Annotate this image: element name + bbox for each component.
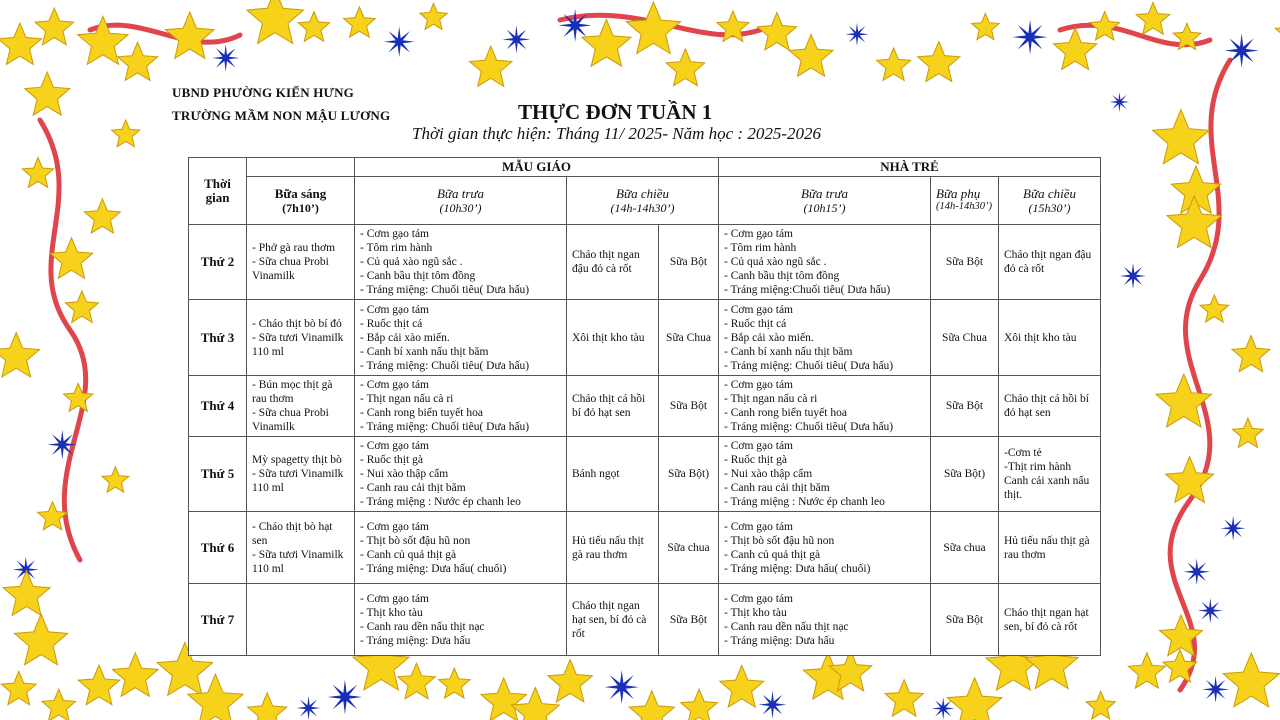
yellow-star-icon (25, 72, 70, 115)
yellow-star-icon (1053, 28, 1097, 69)
nursery-snack-cell: Sữa Bột (931, 376, 999, 437)
kindergarten-lunch-cell: - Cơm gạo tám - Ruốc thịt cá - Bắp cải xào miến. - Canh bí xanh nấu thịt băm - Tráng miệng: Chuối tiêu( Dưa hấu) (355, 300, 567, 376)
kindergarten-afternoon-dish-cell: Hủ tiếu nấu thịt gà rau thơm (567, 512, 659, 584)
table-row (189, 300, 1101, 376)
blue-star-icon (1224, 33, 1259, 68)
yellow-star-icon (22, 158, 53, 188)
yellow-star-icon (1086, 691, 1115, 719)
nursery-snack-cell: Sữa chua (931, 512, 999, 584)
blue-star-icon (1013, 20, 1048, 55)
kindergarten-afternoon-dish-cell: Bánh ngọt (567, 437, 659, 512)
breakfast-cell (247, 584, 355, 656)
yellow-star-icon (15, 614, 68, 665)
yellow-star-icon (582, 19, 631, 66)
kindergarten-lunch-cell: - Cơm gạo tám - Thịt ngan nấu cà ri - Canh rong biển tuyết hoa - Tráng miệng: Chuối tiêu( Dưa hấu) (355, 376, 567, 437)
yellow-star-icon (298, 12, 329, 42)
yellow-star-icon (681, 689, 718, 720)
blue-star-icon (1221, 516, 1246, 541)
yellow-star-icon (1275, 18, 1280, 44)
yellow-star-icon (0, 333, 40, 377)
yellow-star-icon (1090, 12, 1120, 40)
kindergarten-lunch-cell: - Cơm gạo tám - Ruốc thịt gà - Nui xào thập cẩm - Canh rau cải thịt băm - Tráng miệng : Nước ép chanh leo (355, 437, 567, 512)
yellow-star-icon (666, 49, 705, 86)
yellow-star-icon (947, 678, 1002, 720)
yellow-star-icon (1153, 110, 1210, 164)
yellow-star-icon (1128, 653, 1165, 688)
yellow-star-icon (112, 653, 158, 697)
day-label: Thứ 3 (189, 300, 247, 376)
kindergarten-afternoon-milk-cell: Sữa Bột (659, 584, 719, 656)
nursery-lunch-cell: - Cơm gạo tám - Thịt ngan nấu cà ri - Canh rong biển tuyết hoa - Tráng miệng: Chuối tiêu( Dưa hấu) (719, 376, 931, 437)
nursery-afternoon-cell: Cháo thịt ngan hạt sen, bí đỏ cà rốt (999, 584, 1101, 656)
nursery-afternoon-cell: -Cơm tẻ -Thịt rim hành Canh cải xanh nấu thịt. (999, 437, 1101, 512)
blue-star-icon (1202, 676, 1229, 703)
yellow-star-icon (885, 680, 923, 717)
kindergarten-afternoon-milk-cell: Sữa Bột (659, 376, 719, 437)
yellow-star-icon (344, 7, 376, 37)
blue-star-icon (1109, 92, 1129, 112)
yellow-star-icon (511, 688, 559, 720)
kindergarten-lunch-cell: - Cơm gạo tám - Thịt kho tàu - Canh rau dền nấu thịt nạc - Tráng miệng: Dưa hấu (355, 584, 567, 656)
yellow-star-icon (918, 42, 960, 82)
blue-star-icon (759, 691, 787, 719)
yellow-star-icon (248, 693, 287, 720)
kindergarten-afternoon-dish-cell: Cháo thịt cá hồi bí đỏ hạt sen (567, 376, 659, 437)
yellow-star-icon (420, 3, 447, 29)
yellow-star-icon (972, 14, 999, 40)
nursery-lunch-header: Bữa trưa (10h15’) (719, 177, 931, 225)
page-title: THỰC ĐƠN TUẦN 1 (518, 100, 713, 124)
breakfast-cell: Mỳ spagetty thịt bò - Sữa tươi Vinamilk 110 ml (247, 437, 355, 512)
yellow-star-icon (470, 46, 512, 86)
day-label: Thứ 2 (189, 225, 247, 300)
blue-star-icon (1184, 559, 1211, 586)
yellow-star-icon (1200, 295, 1229, 322)
yellow-star-icon (42, 689, 76, 720)
day-label: Thứ 6 (189, 512, 247, 584)
yellow-star-icon (877, 48, 911, 81)
yellow-star-icon (118, 42, 158, 80)
blue-star-icon (1120, 263, 1146, 289)
nursery-afternoon-cell: Xôi thịt kho tàu (999, 300, 1101, 376)
nursery-snack-cell: Sữa Chua (931, 300, 999, 376)
nursery-afternoon-cell: Cháo thịt ngan đậu đỏ cà rốt (999, 225, 1101, 300)
blue-star-icon (328, 680, 363, 715)
yellow-star-icon (439, 668, 470, 698)
blue-star-icon (47, 430, 77, 460)
yellow-star-icon (548, 660, 593, 702)
table-row (189, 225, 1101, 300)
time-column-header: Thời gian (189, 158, 247, 225)
nursery-lunch-cell: - Cơm gạo tám - Tôm rim hành - Củ quả xào ngũ sắc . - Canh bầu thịt tôm đồng - Tráng miệng:Chuối tiêu( Dưa hấu) (719, 225, 931, 300)
breakfast-cell: - Cháo thịt bò bí đỏ - Sữa tươi Vinamilk 110 ml (247, 300, 355, 376)
yellow-star-icon (102, 467, 129, 493)
yellow-star-icon (757, 13, 796, 50)
yellow-star-icon (64, 383, 93, 411)
blue-star-icon (1198, 598, 1223, 623)
nursery-snack-cell: Sữa Bột) (931, 437, 999, 512)
yellow-star-icon (65, 291, 98, 323)
blue-star-icon (384, 27, 415, 58)
nursery-lunch-cell: - Cơm gạo tám - Ruốc thịt cá - Bắp cải xào miến. - Canh bí xanh nấu thịt băm - Tráng miệng: Chuối tiêu( Dưa hấu) (719, 300, 931, 376)
header-row-groups (189, 158, 1101, 177)
breakfast-header: Bữa sáng (7h10’) (247, 177, 355, 225)
yellow-star-icon (629, 691, 674, 720)
ward-name: UBND PHƯỜNG KIẾN HƯNG (172, 85, 354, 100)
yellow-star-icon (166, 12, 215, 58)
yellow-star-icon (1223, 653, 1279, 707)
kindergarten-group-header: MẪU GIÁO (355, 158, 719, 177)
day-label: Thứ 4 (189, 376, 247, 437)
school-name: TRƯỜNG MẦM NON MẬU LƯƠNG (172, 108, 391, 123)
nursery-afternoon-cell: Cháo thịt cá hồi bí đỏ hạt sen (999, 376, 1101, 437)
kindergarten-afternoon-milk-cell: Sữa Bột (659, 225, 719, 300)
nursery-snack-header: Bữa phụ (14h-14h30’) (931, 177, 999, 225)
nursery-lunch-cell: - Cơm gạo tám - Thịt bò sốt đậu hũ non - Canh củ quả thịt gà - Tráng miệng: Dưa hấu( chuối) (719, 512, 931, 584)
yellow-star-icon (3, 571, 50, 616)
yellow-star-icon (1, 671, 36, 704)
page-subtitle: Thời gian thực hiện: Tháng 11/ 2025- Năm học : 2025-2026 (412, 124, 822, 143)
blue-star-icon (212, 44, 239, 71)
yellow-star-icon (1167, 196, 1221, 248)
breakfast-cell: - Bún mọc thịt gà rau thơm - Sữa chua Probi Vinamilk (247, 376, 355, 437)
kindergarten-afternoon-header: Bữa chiều (14h-14h30’) (567, 177, 719, 225)
nursery-lunch-cell: - Cơm gạo tám - Thịt kho tàu - Canh rau dền nấu thịt nạc - Tráng miệng: Dưa hấu (719, 584, 931, 656)
day-label: Thứ 7 (189, 584, 247, 656)
kindergarten-afternoon-milk-cell: Sữa Bột) (659, 437, 719, 512)
yellow-star-icon (1232, 418, 1263, 448)
header-row-meals (189, 177, 1101, 225)
kindergarten-afternoon-milk-cell: Sữa chua (659, 512, 719, 584)
yellow-star-icon (112, 120, 140, 147)
yellow-star-icon (0, 23, 42, 64)
yellow-star-icon (1232, 336, 1270, 372)
nursery-group-header: NHÀ TRẺ (719, 158, 1101, 177)
nursery-afternoon-cell: Hủ tiếu nấu thịt gà rau thơm (999, 512, 1101, 584)
nursery-snack-cell: Sữa Bột (931, 584, 999, 656)
yellow-star-icon (1156, 374, 1212, 427)
yellow-star-icon (84, 199, 120, 233)
blue-star-icon (845, 23, 868, 46)
yellow-star-icon (481, 678, 527, 720)
table-row (189, 437, 1101, 512)
nursery-afternoon-header: Bữa chiều (15h30’) (999, 177, 1101, 225)
blank-header-cell (247, 158, 355, 177)
table-row (189, 376, 1101, 437)
kindergarten-afternoon-dish-cell: Cháo thịt ngan hạt sen, bí đỏ cà rốt (567, 584, 659, 656)
blue-star-icon (503, 26, 531, 54)
yellow-star-icon (398, 663, 435, 699)
yellow-star-icon (50, 238, 92, 278)
weekly-menu-table (188, 157, 1101, 656)
kindergarten-lunch-cell: - Cơm gạo tám - Thịt bò sốt đậu hũ non - Canh củ quả thịt gà - Tráng miệng: Dưa hấu( chuối) (355, 512, 567, 584)
yellow-star-icon (626, 2, 680, 54)
blue-star-icon (296, 696, 320, 720)
table-row (189, 584, 1101, 656)
kindergarten-lunch-cell: - Cơm gạo tám - Tôm rim hành - Củ quả xào ngũ sắc . - Canh bầu thịt tôm đồng - Tráng miệng: Chuối tiêu( Dưa hấu) (355, 225, 567, 300)
kindergarten-afternoon-milk-cell: Sữa Chua (659, 300, 719, 376)
yellow-star-icon (1136, 2, 1169, 34)
breakfast-cell: - Cháo thịt bò hạt sen - Sữa tươi Vinamilk 110 ml (247, 512, 355, 584)
breakfast-cell: - Phở gà rau thơm - Sữa chua Probi Vinamilk (247, 225, 355, 300)
blue-star-icon (605, 670, 639, 704)
nursery-lunch-cell: - Cơm gạo tám - Ruốc thịt gà - Nui xào thập cẩm - Canh rau cải thịt băm - Tráng miệng : Nước ép chanh leo (719, 437, 931, 512)
nursery-snack-cell: Sữa Bột (931, 225, 999, 300)
kindergarten-afternoon-dish-cell: Cháo thịt ngan đậu đỏ cà rốt (567, 225, 659, 300)
yellow-star-icon (789, 34, 833, 76)
kindergarten-afternoon-dish-cell: Xôi thịt kho tàu (567, 300, 659, 376)
kindergarten-lunch-header: Bữa trưa (10h30’) (355, 177, 567, 225)
yellow-star-icon (247, 0, 304, 43)
day-label: Thứ 5 (189, 437, 247, 512)
table-row (189, 512, 1101, 584)
yellow-star-icon (720, 665, 764, 707)
